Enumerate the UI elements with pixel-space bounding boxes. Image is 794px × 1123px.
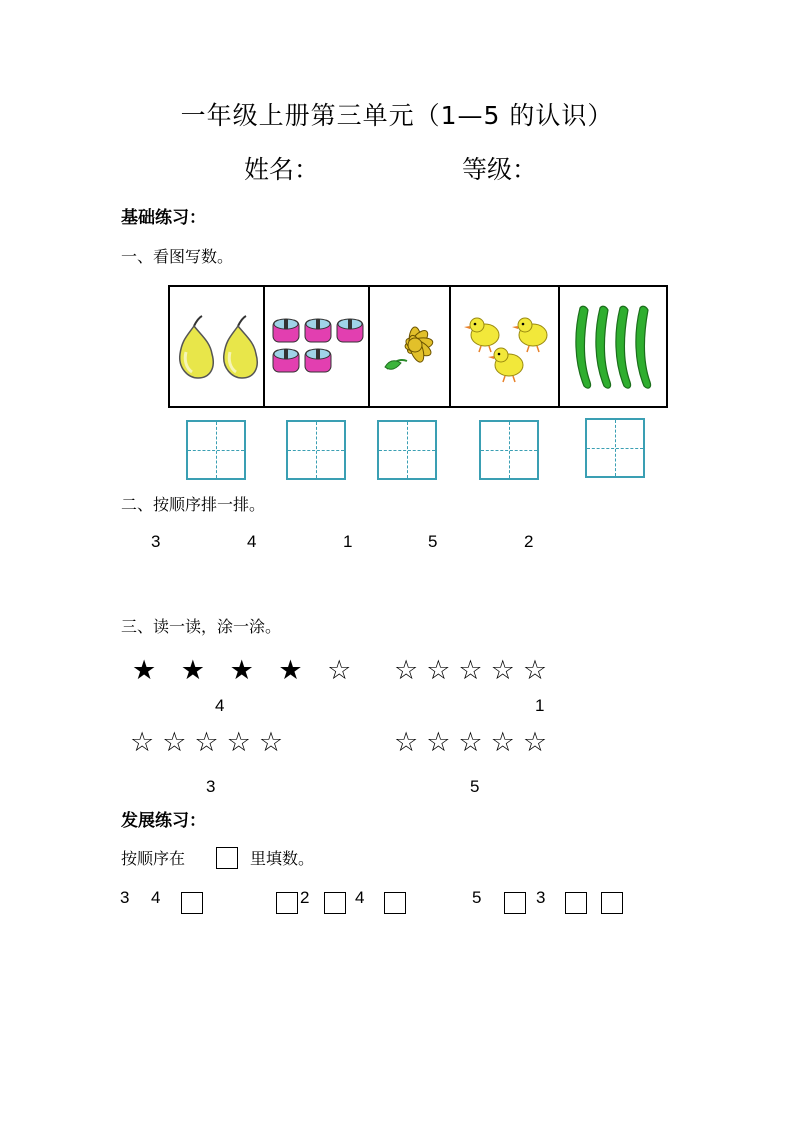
- sequence-number: 4: [247, 532, 257, 551]
- answer-box-chick[interactable]: [479, 420, 539, 480]
- sequence-number: 3: [151, 532, 161, 551]
- star-group-2[interactable]: ☆☆☆☆☆: [394, 655, 556, 686]
- fill-box[interactable]: [565, 892, 587, 914]
- fill-instruction-before: 按顺序在: [121, 849, 186, 868]
- flower-icon: [377, 317, 443, 377]
- example-box-icon: [216, 847, 238, 869]
- fill-box[interactable]: [181, 892, 203, 914]
- name-label: 姓名：: [244, 155, 320, 184]
- sharpener-cell: [265, 287, 370, 406]
- seq-number: 4: [355, 888, 365, 907]
- star-group-3-label: 3: [206, 777, 216, 796]
- page-title: 一年级上册第三单元（1—5 的认识）: [180, 101, 614, 130]
- cucumber-cell: [560, 287, 666, 406]
- basic-practice-heading: 基础练习：: [121, 208, 206, 228]
- sequence-number: 2: [524, 532, 534, 551]
- star-group-1[interactable]: ★ ★ ★ ★ ☆: [132, 655, 360, 686]
- fill-instruction-after: 里填数。: [250, 849, 315, 868]
- question-3-title: 三、读一读，涂一涂。: [121, 617, 282, 636]
- fill-box[interactable]: [384, 892, 406, 914]
- answer-box-pear[interactable]: [186, 420, 246, 480]
- star-group-2-label: 1: [535, 696, 545, 715]
- grade-label: 等级：: [462, 155, 538, 184]
- seq-number: 4: [151, 888, 161, 907]
- cucumber-icon: [570, 302, 656, 392]
- star-group-1-label: 4: [215, 696, 225, 715]
- sequence-number: 5: [428, 532, 438, 551]
- seq-number: 3: [536, 888, 546, 907]
- question-1-title: 一、看图写数。: [121, 247, 234, 266]
- chick-cell: [451, 287, 560, 406]
- advanced-practice-heading: 发展练习：: [121, 811, 206, 831]
- question-2-title: 二、按顺序排一排。: [121, 495, 266, 514]
- sequence-number: 1: [343, 532, 353, 551]
- pencil-sharpener-icon: [269, 316, 365, 378]
- flower-cell: [370, 287, 451, 406]
- picture-table: [168, 285, 668, 408]
- star-group-3[interactable]: ☆☆☆☆☆: [130, 727, 292, 758]
- chick-icon: [457, 311, 553, 383]
- seq-number: 5: [472, 888, 482, 907]
- answer-box-sharpener[interactable]: [286, 420, 346, 480]
- star-group-4-label: 5: [470, 777, 480, 796]
- fill-box[interactable]: [324, 892, 346, 914]
- star-group-4[interactable]: ☆☆☆☆☆: [394, 727, 556, 758]
- answer-box-flower[interactable]: [377, 420, 437, 480]
- fill-box[interactable]: [504, 892, 526, 914]
- fill-box[interactable]: [276, 892, 298, 914]
- fill-box[interactable]: [601, 892, 623, 914]
- seq-number: 2: [300, 888, 310, 907]
- pear-cell: [170, 287, 265, 406]
- seq-number: 3: [120, 888, 130, 907]
- answer-box-cucumber[interactable]: [585, 418, 645, 478]
- pear-icon: [172, 312, 262, 382]
